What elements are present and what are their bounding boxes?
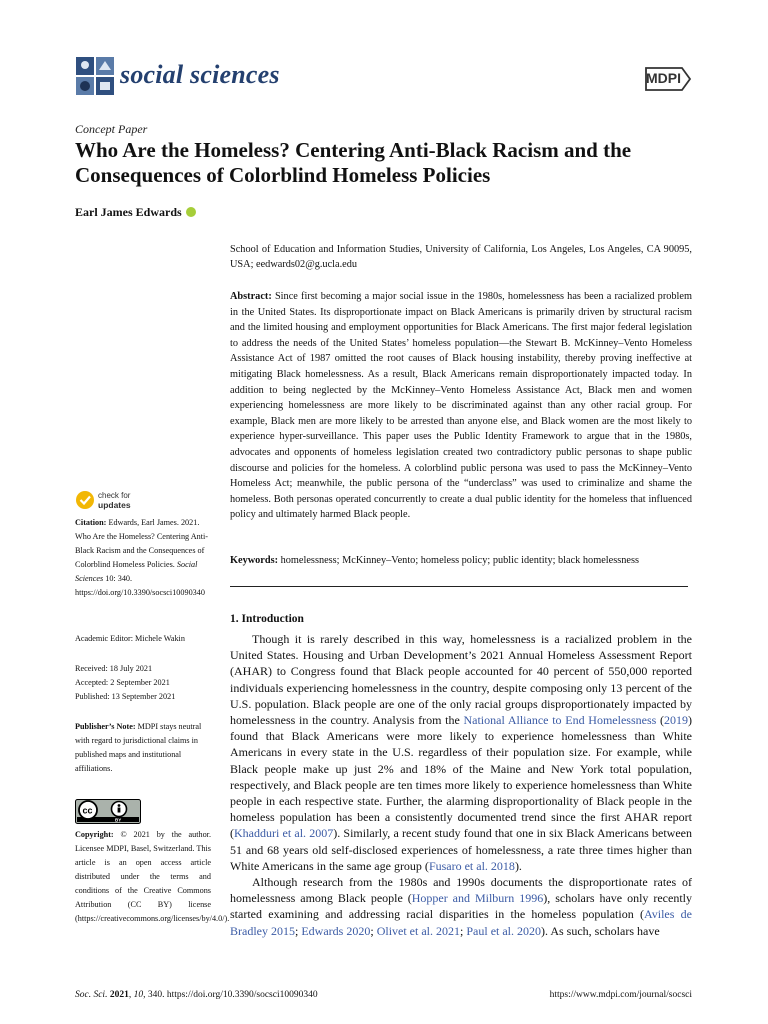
author-name-text: Earl James Edwards [75,205,182,219]
section-heading: 1. Introduction [230,613,304,625]
citation-link[interactable]: Fusaro et al. 2018 [428,858,515,873]
paragraph-1: Though it is rarely described in this way, homelessness is a racialized problem in the United States. Housing and Urban Development’s 2021 Annual Homeless Assessment Report (AHAR) to Congress found that Black people accounted for 40 percent of 550,000 reported individuals experiencing homelessness in the country, despite composing only 13 percent of the U.S. population. Black people are one of the only racial groups disproportionately impacted by homelessness in the country. Analysis from the National Alliance to End Homelessness (2019) found that Black Americans were more likely to experience homelessness than White Americans in every state in the U.S. regardless of their population size. For example, while Black people make up just 2% and 18% of the Maine and New York total population, respectively, and Black people are ten times more likely to experience homelessness than White people in each respective state. Further, the alarming disproportionality of Black people in the homeless population has been a consistently documented trend since the first AHAR report (Khadduri et al. 2007). Similarly, a recent study found that one in six Black Americans between 51 and 68 years old self-disclosed experiences of homelessness, a rate three times higher than White Americans in the same age group (Fusaro et al. 2018). [230,632,692,873]
keywords-text: homelessness; McKinney–Vento; homeless policy; public identity; black homelessness [280,555,639,566]
citation-link[interactable]: 2019 [664,713,688,728]
published-date: Published: 13 September 2021 [75,692,176,701]
accepted-date: Accepted: 2 September 2021 [75,678,170,687]
abstract-label: Abstract: [230,291,272,302]
orcid-icon[interactable] [186,207,196,217]
publisher-logo-text: MDPI [646,70,681,86]
author-name [75,205,196,220]
academic-editor: Academic Editor: Michele Wakin [75,634,185,643]
citation-link[interactable]: Khadduri et al. 2007 [234,826,334,841]
keywords [230,553,692,569]
check-updates-bottom: updates [98,500,131,510]
journal-logo-icon [75,56,115,96]
introduction-body [230,631,692,939]
affiliation: School of Education and Information Studies, University of California, Los Angeles, Los Angeles, CA 90095, USA; eedwards02@g.ucla.edu [230,244,692,270]
publication-dates [75,662,211,704]
cc-by-license-icon[interactable] [75,799,141,824]
received-date: Received: 18 July 2021 [75,664,153,673]
paragraph-2: Although research from the 1980s and 1990s documents the disproportionate rates of homelessness among Black people (Hopper and Milburn 1996), scholars have only recently started examining and addressing racial disparities in the homeless population (Aviles de Bradley 2015; Edwards 2020; Olivet et al. 2021; Paul et al. 2020). As such, scholars have [230,875,693,938]
abstract [230,289,692,523]
citation-link[interactable]: Aviles de Bradley 2015 [230,907,693,938]
citation-block: Citation: Edwards, Earl James. 2021. Who Are the Homeless? Centering Anti-Black Racism and the Consequences of Colorblind Homeless Policies. Social Sciences 10: 340. https://doi.org/10.3390/socsci10090340 [75,518,209,597]
citation-link[interactable]: Edwards 2020 [301,923,371,938]
check-updates-top: check for [98,491,131,500]
cc-by-text: BY [115,817,122,823]
citation-link[interactable]: Paul et al. 2020 [466,923,542,938]
paper-type: Concept Paper [75,122,148,136]
keywords-label: Keywords: [230,555,279,566]
citation-link[interactable]: Olivet et al. 2021 [376,923,461,938]
check-for-updates-button[interactable] [75,488,165,512]
footer-citation: Soc. Sci. 2021, 10, 340. https://doi.org/10.3390/socsci10090340 [75,990,318,1000]
publishers-note: Publisher’s Note: MDPI stays neutral with regard to jurisdictional claims in published maps and institutional affiliations. [75,722,202,773]
abstract-text: Since first becoming a major social issue in the 1980s, homelessness has been a racialized problem in the United States. Its disproportionate impact on Black Americans is primarily driven by structural racism and the limited housing and employment opportunities for Black Americans. The first major federal legislation to address the needs of the United States’ homeless population—the Stewart B. McKinney–Vento Homeless Assistance Act of 1987 omitted the root causes of Black housing instability, thereby proving ineffective at mitigating Black homelessness. As a result, Black Americans remain disproportionately impacted today. In addition to being neglected by the McKinney–Vento Homeless Assistance Act, Black men and women experiencing homelessness are more likely to be discriminated against than any other racial group. For example, Black men are more likely to be arrested than anyone else, and Black women are the most likely to experience hyper-surveillance. This paper uses the Public Identity Framework to argue that in the 1980s, advocates and opponents of homeless legislation created two contradictory public personas to shape public discourse and policies for the homeless. A colorblind public persona was used to pass the McKinney–Vento Homeless Act; meanwhile, the public persona of the “underclass” was used to criminalize and shame the homeless. Both personas operated concurrently to create a dual public identity for the homeless that influenced policy and ultimately harmed Black people. [230,291,692,521]
citation-link[interactable]: National Alliance to End Homelessness [463,713,657,728]
section-divider [230,586,688,587]
svg-text:cc: cc [82,805,93,816]
citation-link[interactable]: Hopper and Milburn 1996 [411,891,544,906]
journal-name: social sciences [120,60,280,89]
footer-journal-url[interactable]: https://www.mdpi.com/journal/socsci [549,990,692,1000]
citation-label: Citation: [75,518,107,527]
paper-title: Who Are the Homeless? Centering Anti-Black Racism and the Consequences of Colorblind Homeless Policies [75,138,632,187]
copyright-notice: Copyright: © 2021 by the author. Licensee MDPI, Basel, Switzerland. This article is an open access article distributed under the terms and conditions of the Creative Commons Attribution (CC BY) license (https://creativecommons.org/licenses/by/4.0/). [75,830,230,923]
